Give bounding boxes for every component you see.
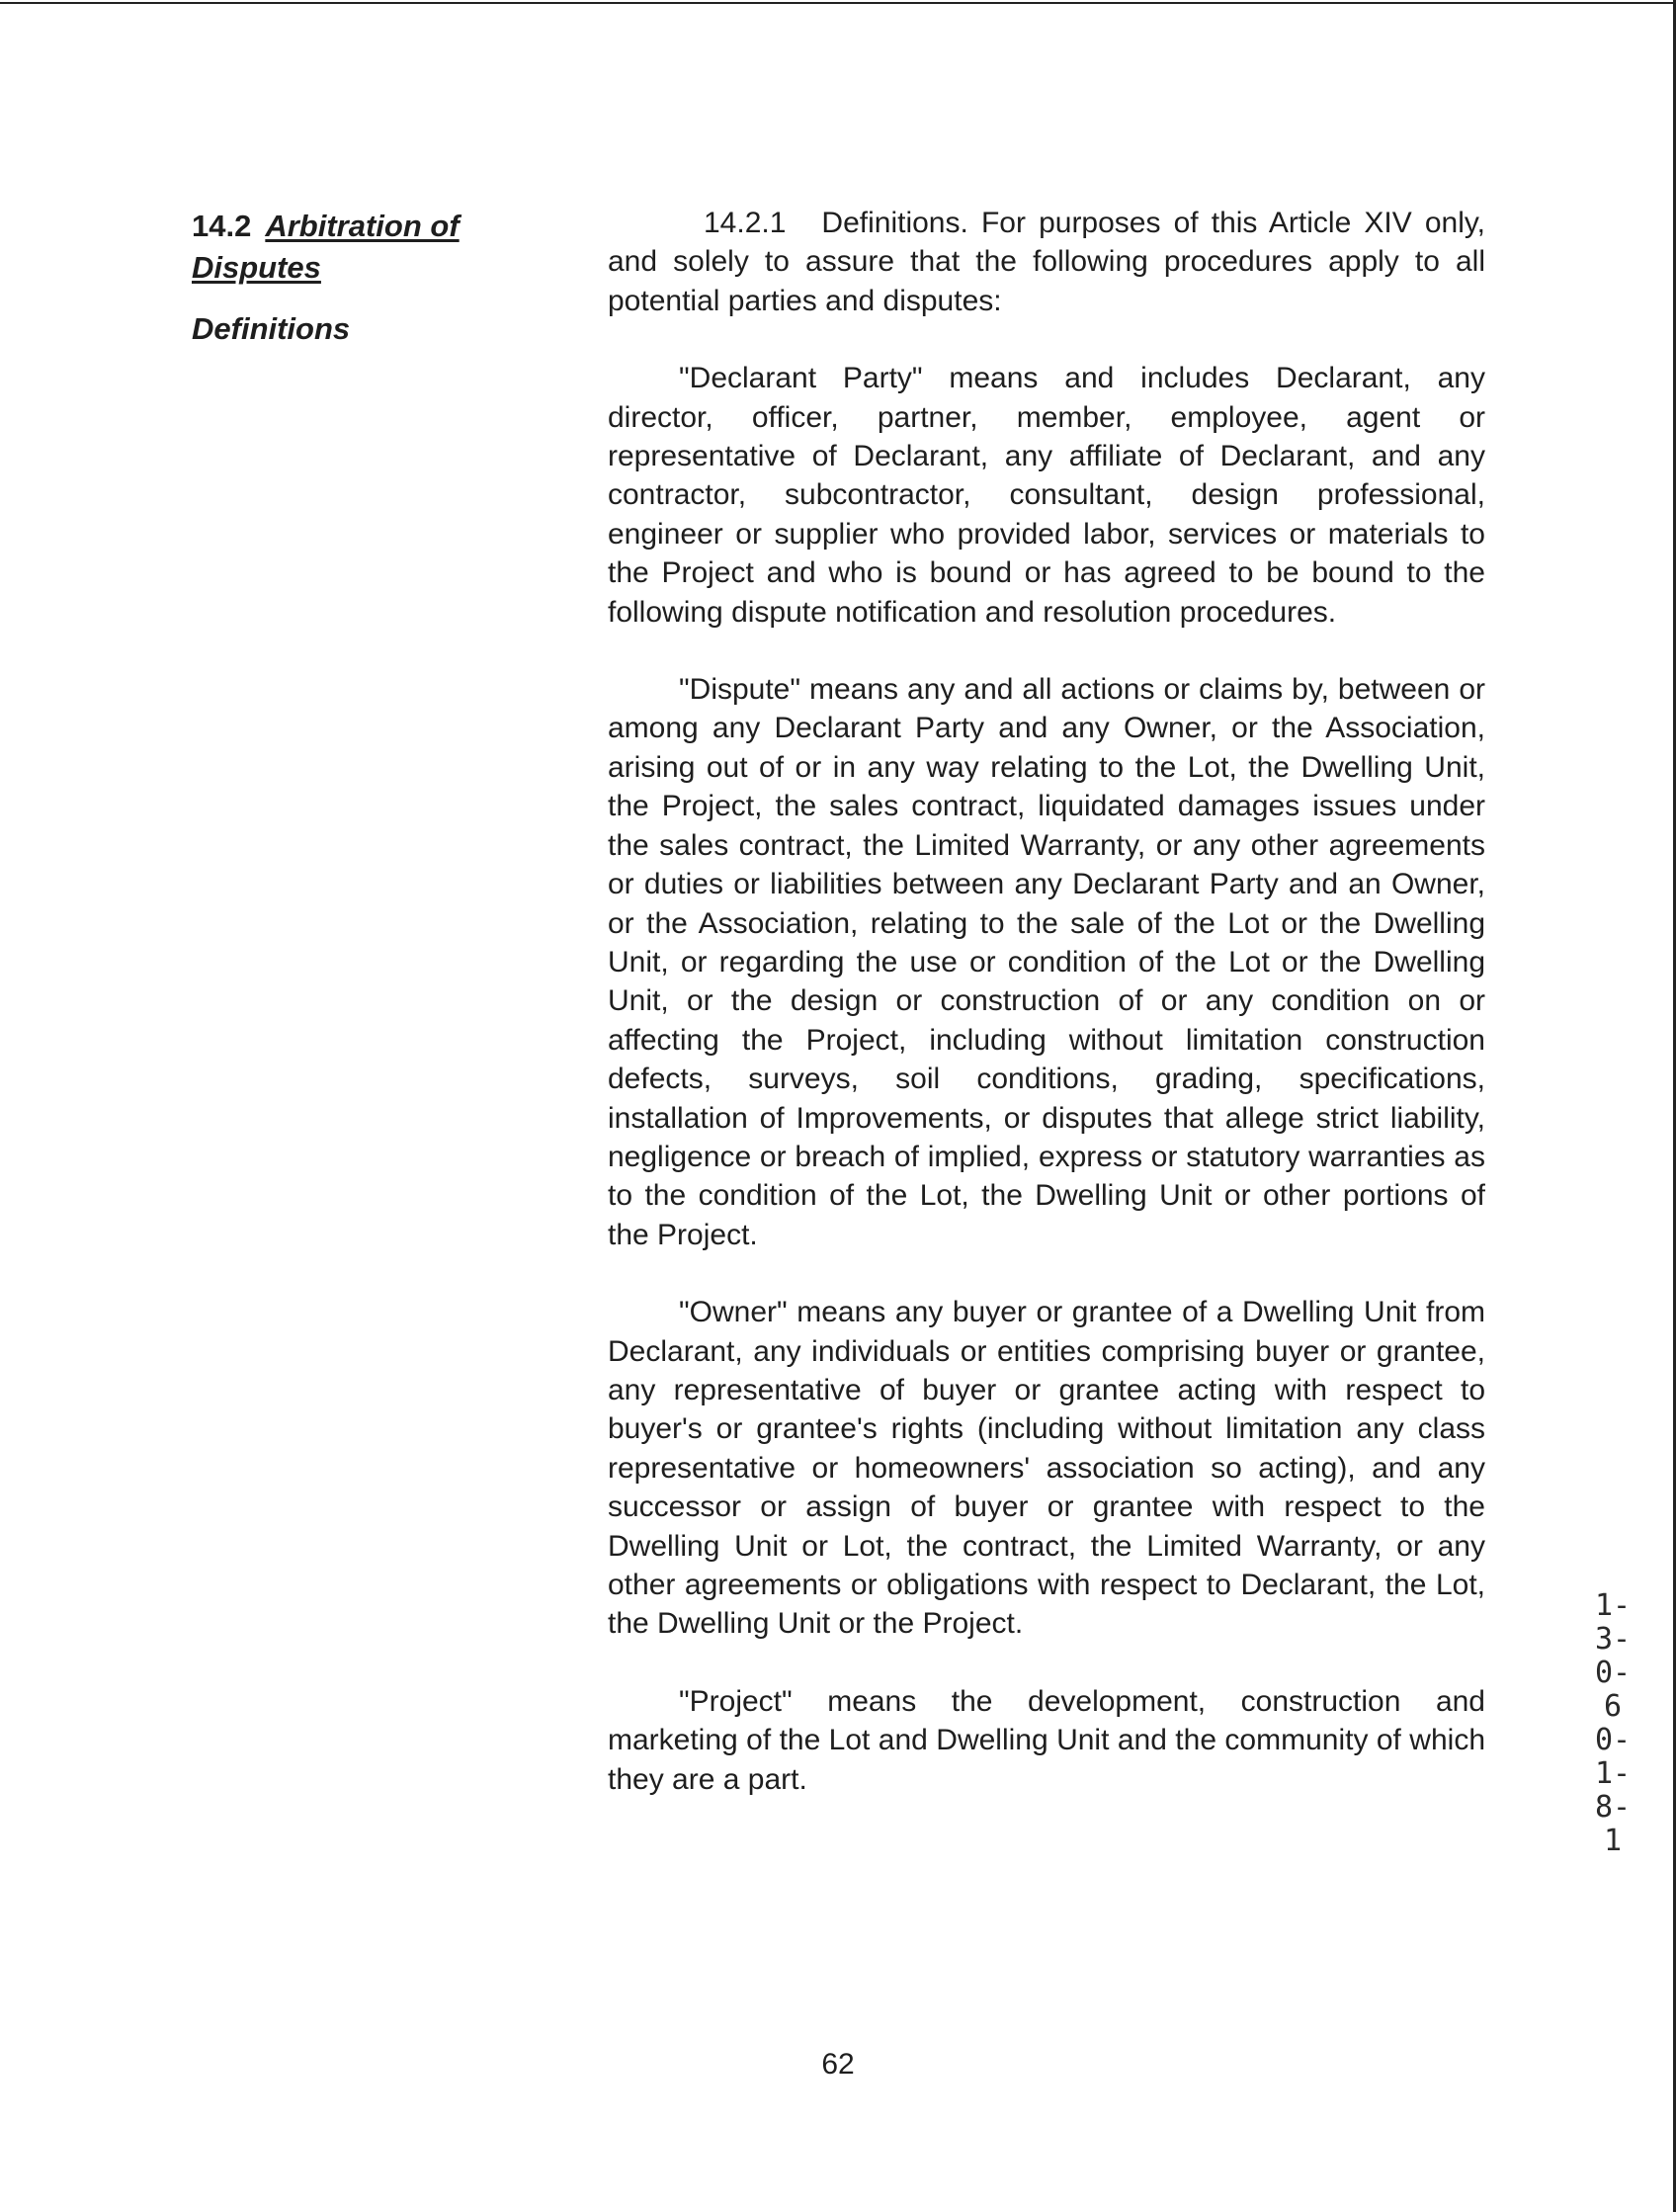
subheading-definitions: Definitions	[192, 311, 351, 346]
body-text	[608, 204, 1485, 1837]
subsection-number: 14.2.1	[704, 207, 787, 239]
section-title-line2: Disputes	[192, 250, 321, 285]
page-number: 62	[821, 2048, 855, 2081]
intro-paragraph	[608, 204, 1485, 320]
section-title-line1: Arbitration of	[265, 209, 460, 243]
declarant-party-definition: "Declarant Party" means and includes Declarant, any director, officer, partner, member, employee, agent or representative of Declarant, any affiliate of Declarant, and any contractor, subcontractor, consultant, design professional, engineer or supplier who provided labor, services or materials to the Project and who is bound or has agreed to be bound to the following dispute notification and resolution procedures.	[608, 362, 1485, 629]
intro-text: Definitions. For purposes of this Article XIV only, and solely to assure that the following procedures apply to all potential parties and disputes:	[608, 207, 1485, 317]
section-number: 14.2	[192, 209, 252, 243]
vertical-document-stamp: 1-3-0-6 0-1-8-1	[1594, 1588, 1640, 1858]
margin-headings	[192, 206, 557, 350]
owner-definition: "Owner" means any buyer or grantee of a Dwelling Unit from Declarant, any individuals or entities comprising buyer or grantee, any representative of buyer or grantee acting with respect to buyer's or grantee's rights (including without limitation any class representative or homeowners' association so acting), and any successor or assign of buyer or grantee with respect to the Dwelling Unit or Lot, the contract, the Limited Warranty, or any other agreements or obligations with respect to Declarant, the Lot, the Dwelling Unit or the Project.	[608, 1296, 1485, 1641]
dispute-definition: "Dispute" means any and all actions or claims by, between or among any Declarant Party and any Owner, or the Association, arising out of or in any way relating to the Lot, the Dwelling Unit, the Project, the sales contract, liquidated damages issues under the sales contract, the Limited Warranty, or any other agreements or duties or liabilities between any Declarant Party and an Owner, or the Association, relating to the sale of the Lot or the Dwelling Unit, or regarding the use or condition of the Lot or the Dwelling Unit, or the design or construction of or any condition on or affecting the Project, including without limitation construction defects, surveys, soil conditions, grading, specifications, installation of Improvements, or disputes that allege strict liability, negligence or breach of implied, express or statutory warranties as to the condition of the Lot, the Dwelling Unit or other portions of the Project.	[608, 673, 1485, 1251]
section-heading	[192, 206, 557, 247]
project-definition: "Project" means the development, construction and marketing of the Lot and Dwelling Unit and the community of which they are a part.	[608, 1684, 1485, 1796]
top-border-line	[0, 2, 1676, 4]
